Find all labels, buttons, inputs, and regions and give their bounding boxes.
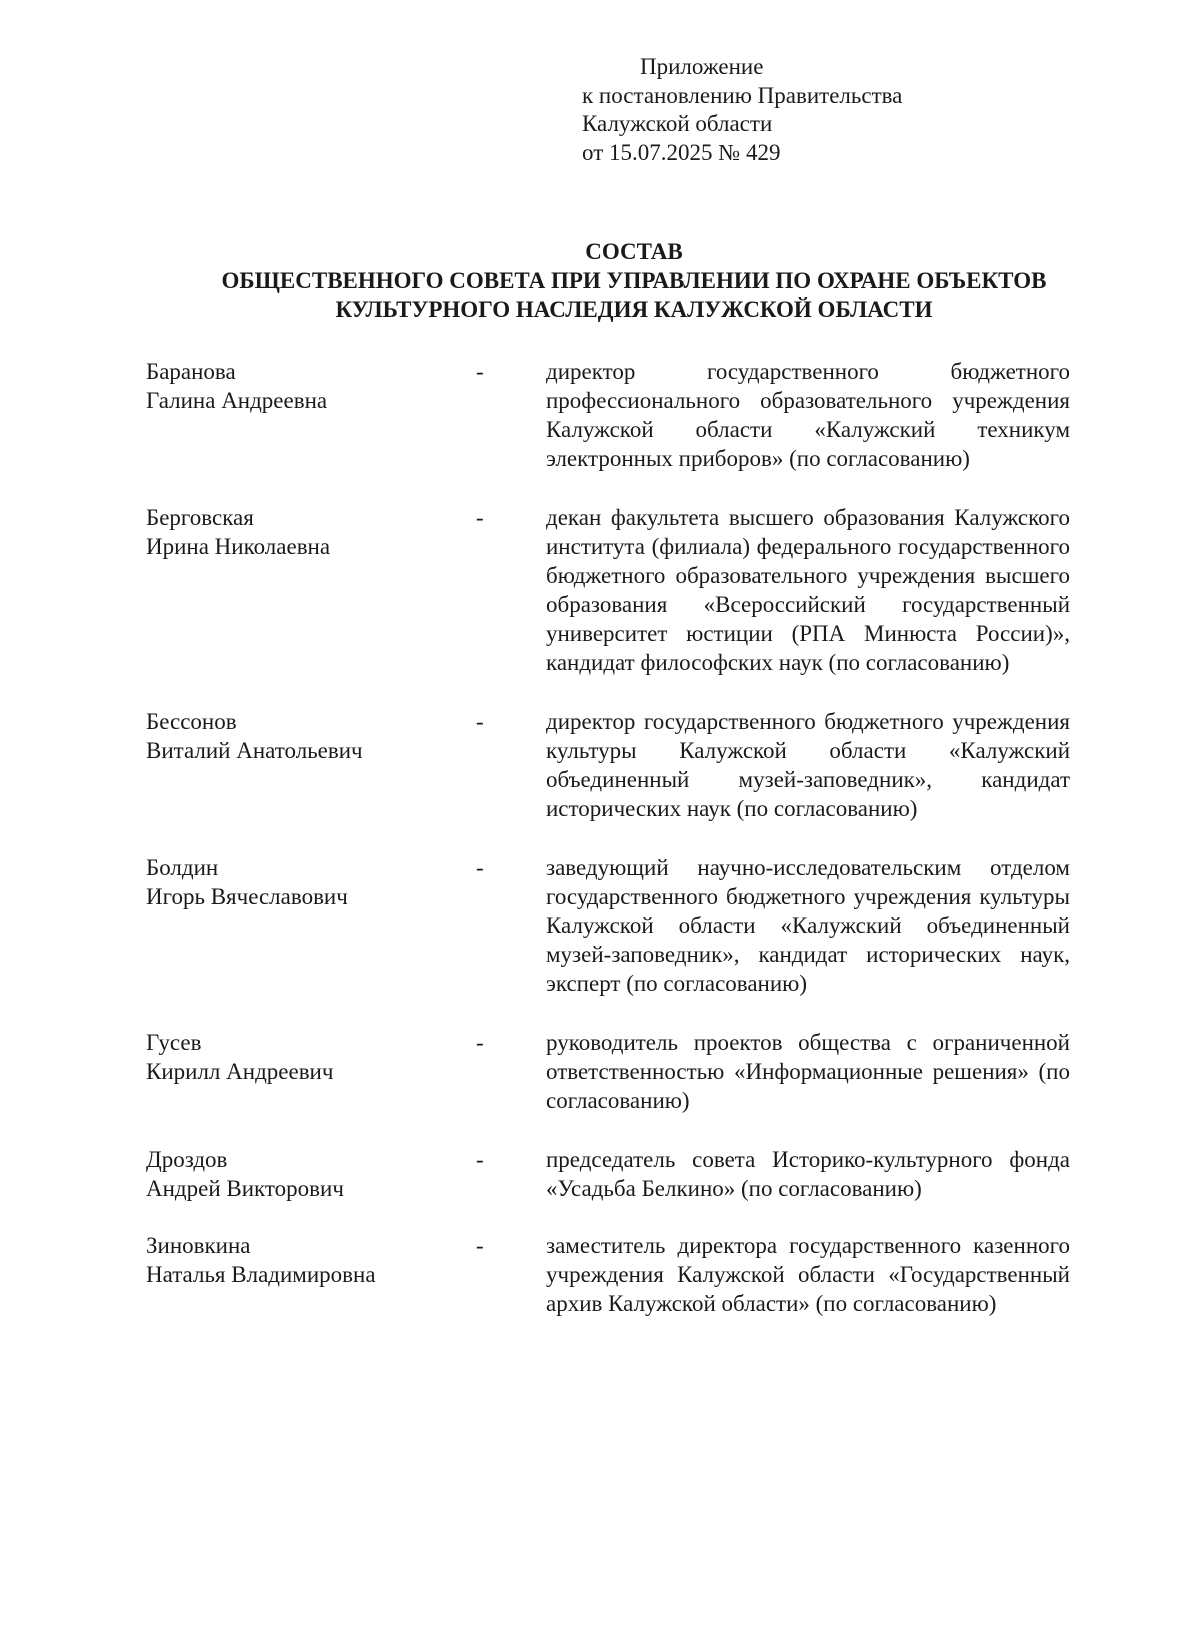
member-row (146, 503, 1092, 677)
member-given-name: Андрей Викторович (146, 1176, 344, 1201)
member-dash: - (476, 1147, 484, 1172)
member-row (146, 853, 1092, 998)
member-name (146, 1231, 476, 1318)
member-given-name: Игорь Вячеславович (146, 884, 348, 909)
appendix-date-number: от 15.07.2025 № 429 (582, 139, 781, 165)
appendix-resolution: к постановлению Правительства (582, 82, 903, 108)
member-row (146, 1231, 1092, 1318)
member-surname: Берговская (146, 505, 254, 530)
member-position: заведующий научно-исследовательским отделом государственного бюджетного учреждения культуры Калужской области «Калужский объединенный музей-заповедник», кандидат исторических наук, эксперт (по согласованию) (546, 855, 1070, 996)
member-position: директор государственного бюджетного профессионального образовательного учреждения Калужской области «Калужский техникум электронных приборов» (по согласованию) (546, 359, 1070, 471)
member-name (146, 1145, 476, 1203)
member-position: руководитель проектов общества с ограниченной ответственностью «Информационные решения» (по согласованию) (546, 1030, 1070, 1113)
member-row (146, 707, 1092, 823)
member-surname: Гусев (146, 1030, 202, 1055)
member-dash: - (476, 709, 484, 734)
member-position: декан факультета высшего образования Калужского института (филиала) федерального государственного бюджетного образовательного учреждения высшего образования «Всероссийский государственный университет юстиции (РПА Минюста России)», кандидат философских наук (по согласованию) (546, 505, 1070, 675)
member-row (146, 1145, 1092, 1203)
members-list (146, 357, 1092, 1318)
member-dash: - (476, 1233, 484, 1258)
member-position: заместитель директора государственного казенного учреждения Калужской области «Государственный архив Калужской области» (по согласованию) (546, 1233, 1070, 1316)
member-surname: Дроздов (146, 1147, 228, 1172)
member-name (146, 503, 476, 677)
member-dash: - (476, 359, 484, 384)
member-given-name: Ирина Николаевна (146, 534, 331, 559)
document-title (0, 237, 1200, 324)
member-given-name: Наталья Владимировна (146, 1262, 376, 1287)
member-surname: Баранова (146, 359, 236, 384)
member-position: председатель совета Историко-культурного фонда «Усадьба Белкино» (по согласованию) (546, 1147, 1070, 1201)
member-row (146, 357, 1092, 473)
member-name (146, 853, 476, 998)
member-name (146, 707, 476, 823)
member-given-name: Галина Андреевна (146, 388, 328, 413)
title-line-1: СОСТАВ (585, 239, 683, 264)
member-position: директор государственного бюджетного учреждения культуры Калужской области «Калужский объединенный музей-заповедник», кандидат исторических наук (по согласованию) (546, 709, 1070, 821)
appendix-region: Калужской области (582, 111, 773, 136)
member-surname: Бессонов (146, 709, 237, 734)
title-line-2: ОБЩЕСТВЕННОГО СОВЕТА ПРИ УПРАВЛЕНИИ ПО ОХРАНЕ ОБЪЕКТОВ (221, 268, 1047, 293)
member-dash: - (476, 1030, 484, 1055)
member-name (146, 357, 476, 473)
member-surname: Зиновкина (146, 1233, 251, 1258)
member-name (146, 1028, 476, 1115)
appendix-block (582, 53, 902, 167)
member-row (146, 1028, 1092, 1115)
member-dash: - (476, 855, 484, 880)
member-dash: - (476, 505, 484, 530)
title-line-3: КУЛЬТУРНОГО НАСЛЕДИЯ КАЛУЖСКОЙ ОБЛАСТИ (335, 297, 933, 322)
member-given-name: Кирилл Андреевич (146, 1059, 334, 1084)
member-given-name: Виталий Анатольевич (146, 738, 363, 763)
member-surname: Болдин (146, 855, 219, 880)
appendix-label: Приложение (640, 54, 764, 79)
